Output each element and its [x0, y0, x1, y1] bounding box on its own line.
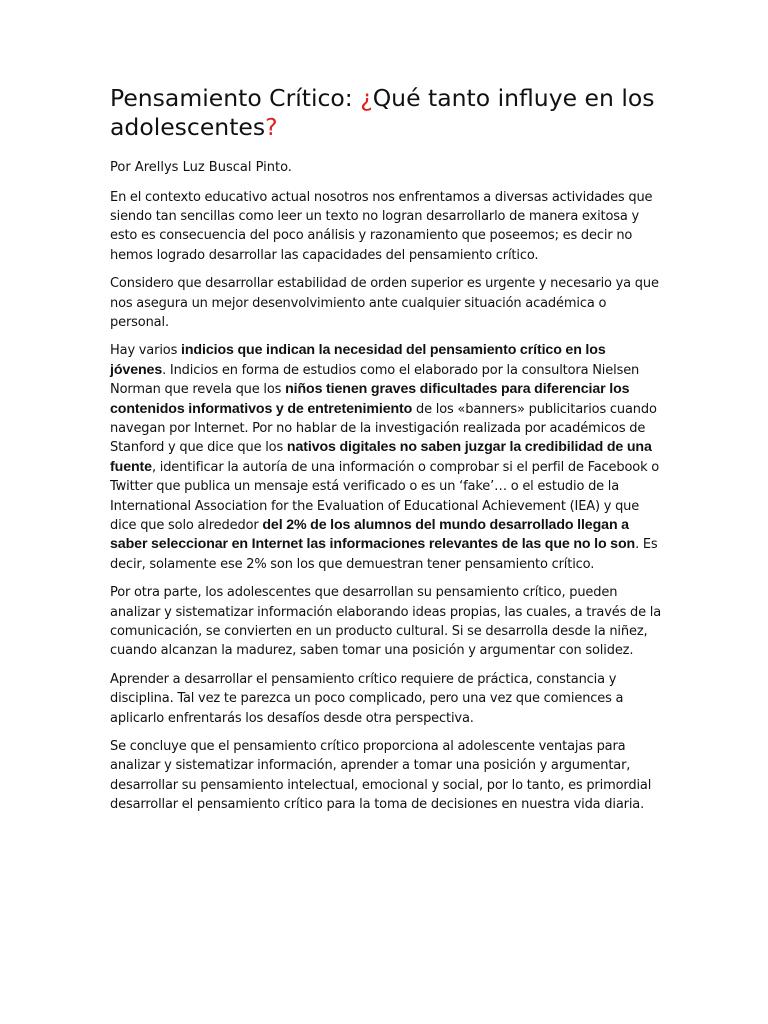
title-question-mark-close: ? — [265, 113, 278, 141]
paragraph-5: Aprender a desarrollar el pensamiento crítico requiere de práctica, constancia y disciplina. Tal vez te parezca un poco complicado, pero una vez que comiences a aplicarlo enfrentarás los desafíos desde otra perspectiva. — [110, 671, 624, 726]
paragraph-3-bold-3: nativos digitales no saben juzgar la credibilidad de una fuente — [110, 439, 652, 475]
paragraph-3-bold-4: del 2% de los alumnos del mundo desarrollado llegan a saber seleccionar en Internet las informaciones relevantes de las que no lo son — [110, 517, 636, 553]
paragraph-3-bold-1: indicios que indican la necesidad del pensamiento crítico en los jóvenes — [110, 342, 606, 378]
paragraph-3 — [110, 341, 662, 574]
paragraph-3-bold-2: niños tienen graves dificultades para diferenciar los contenidos informativos y de entretenimiento — [110, 381, 630, 417]
article-title — [110, 84, 662, 142]
title-part-2: Qué tanto influye en los adolescentes — [110, 84, 655, 141]
article-body — [110, 84, 662, 824]
paragraph-3-text-1: Hay varios — [110, 343, 181, 359]
paragraph-3-text-3: de los «banners» publicitarios cuando navegan por Internet. Por no hablar de la investigación realizada por académicos de Stanford y que dice que los — [110, 401, 657, 456]
paragraph-2: Considero que desarrollar estabilidad de orden superior es urgente y necesario ya que nos asegura un mejor desenvolvimiento ante cualquier situación académica o personal. — [110, 276, 659, 330]
paragraph-3-text-5: . Es decir, solamente ese 2% son los que demuestran tener pensamiento crítico. — [110, 537, 658, 572]
paragraph-3-text-2: . Indicios en forma de estudios como el elaborado por la consultora Nielsen Norman que revela que los — [110, 362, 640, 398]
title-question-mark-open: ¿ — [360, 84, 373, 112]
paragraph-1: En el contexto educativo actual nosotros nos enfrentamos a diversas actividades que siendo tan sencillas como leer un texto no logran desarrollarlo de manera exitosa y esto es consecuencia del poco análisis y razonamiento que poseemos; es decir no hemos logrado desarrollar las capacidades del pensamiento crítico. — [110, 189, 653, 263]
paragraph-4: Por otra parte, los adolescentes que desarrollan su pensamiento crítico, pueden analizar y sistematizar información elaborando ideas propias, las cuales, a través de la comunicación, se convierten en un producto cultural. Si se desarrolla desde la niñez, cuando alcanzan la madurez, saben tomar una posición y argumentar con solidez. — [110, 585, 662, 659]
paragraph-3-text-4: , identificar la autoría de una información o comprobar si el perfil de Facebook o Twitter que publica un mensaje está verificado o es un ‘fake’… o el estudio de la International Association for the Evaluation of Educational Achievement (IEA) y que dice que solo alrededor — [110, 459, 660, 533]
paragraph-6: Se concluye que el pensamiento crítico proporciona al adolescente ventajas para analizar y sistematizar información, aprender a tomar una posición y argumentar, desarrollar su pensamiento intelectual, emocional y social, por lo tanto, es primordial desarrollar el pensamiento crítico para la toma de decisiones en nuestra vida diaria. — [110, 739, 652, 813]
title-part-1: Pensamiento Crítico: — [110, 84, 361, 112]
author-byline: Por Arellys Luz Buscal Pinto. — [110, 160, 292, 175]
